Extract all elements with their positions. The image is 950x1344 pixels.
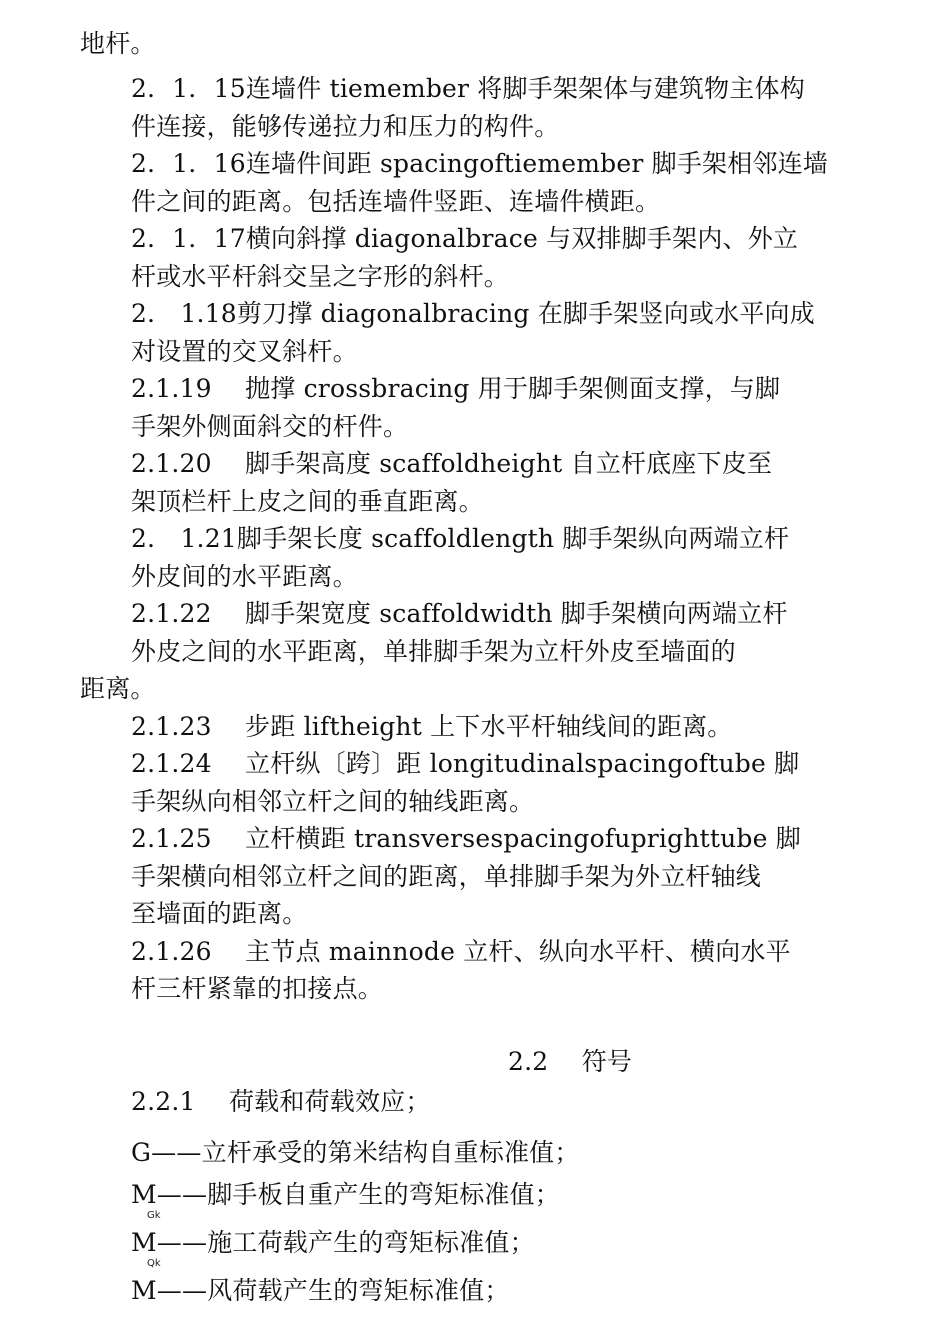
text-line-23: 手架横向相邻立杆之间的距离，单排脚手架为外立杆轴线 <box>131 862 762 891</box>
text-line-22: 2.1.25 立杆横距 transversespacingofuprighttube 脚 <box>131 824 801 853</box>
text-line-16: 2.1.22 脚手架宽度 scaffoldwidth 脚手架横向两端立杆 <box>131 599 788 628</box>
text-line-20: 2.1.24 立杆纵〔跨〕距 longitudinalspacingoftube 脚 <box>131 749 800 778</box>
text-line-32: M——风荷载产生的弯矩标准值； <box>131 1276 510 1305</box>
text-line-30: M——脚手板自重产生的弯矩标准值； <box>131 1180 560 1209</box>
text-line-9: 对设置的交叉斜杆。 <box>131 337 358 366</box>
text-line-13: 架顶栏杆上皮之间的垂直距离。 <box>131 487 484 516</box>
text-line-7: 杆或水平杆斜交呈之字形的斜杆。 <box>131 262 510 291</box>
text-line-14: 2． 1.21脚手架长度 scaffoldlength 脚手架纵向两端立杆 <box>131 524 790 553</box>
text-line-8: 2． 1.18剪刀撑 diagonalbracing 在脚手架竖向或水平向成 <box>131 299 815 328</box>
text-line-31: M——施工荷载产生的弯矩标准值； <box>131 1228 535 1257</box>
text-line-24: 至墙面的距离。 <box>131 899 308 928</box>
text-line-15: 外皮间的水平距离。 <box>131 562 358 591</box>
subscript-gk: Gk <box>147 1210 161 1221</box>
text-line-1: 地杆。 <box>80 29 156 58</box>
text-line-2: 2．1．15连墙件 tiemember 将脚手架架体与建筑物主体构 <box>131 74 805 103</box>
text-line-29: G——立杆承受的第米结构自重标准值； <box>131 1138 580 1167</box>
text-line-17: 外皮之间的水平距离，单排脚手架为立杆外皮至墙面的 <box>131 637 736 666</box>
subscript-qk: Qk <box>147 1258 161 1269</box>
text-line-19: 2.1.23 步距 liftheight 上下水平杆轴线间的距离。 <box>131 712 733 741</box>
text-line-4: 2．1．16连墙件间距 spacingoftiemember 脚手架相邻连墙 <box>131 149 829 178</box>
text-line-6: 2．1．17横向斜撑 diagonalbrace 与双排脚手架内、外立 <box>131 224 799 253</box>
section-heading: 2.2 符号 <box>508 1047 633 1076</box>
text-line-18: 距离。 <box>80 674 156 703</box>
text-line-28: 2.2.1 荷载和荷载效应； <box>131 1087 431 1116</box>
text-line-10: 2.1.19 抛撑 crossbracing 用于脚手架侧面支撑，与脚 <box>131 374 781 403</box>
text-line-5: 件之间的距离。包括连墙件竖距、连墙件横距。 <box>131 187 661 216</box>
text-line-25: 2.1.26 主节点 mainnode 立杆、纵向水平杆、横向水平 <box>131 937 791 966</box>
text-line-12: 2.1.20 脚手架高度 scaffoldheight 自立杆底座下皮至 <box>131 449 773 478</box>
text-line-3: 件连接，能够传递拉力和压力的构件。 <box>131 112 560 141</box>
text-line-26: 杆三杆紧靠的扣接点。 <box>131 974 384 1003</box>
text-line-21: 手架纵向相邻立杆之间的轴线距离。 <box>131 787 535 816</box>
text-line-11: 手架外侧面斜交的杆件。 <box>131 412 409 441</box>
